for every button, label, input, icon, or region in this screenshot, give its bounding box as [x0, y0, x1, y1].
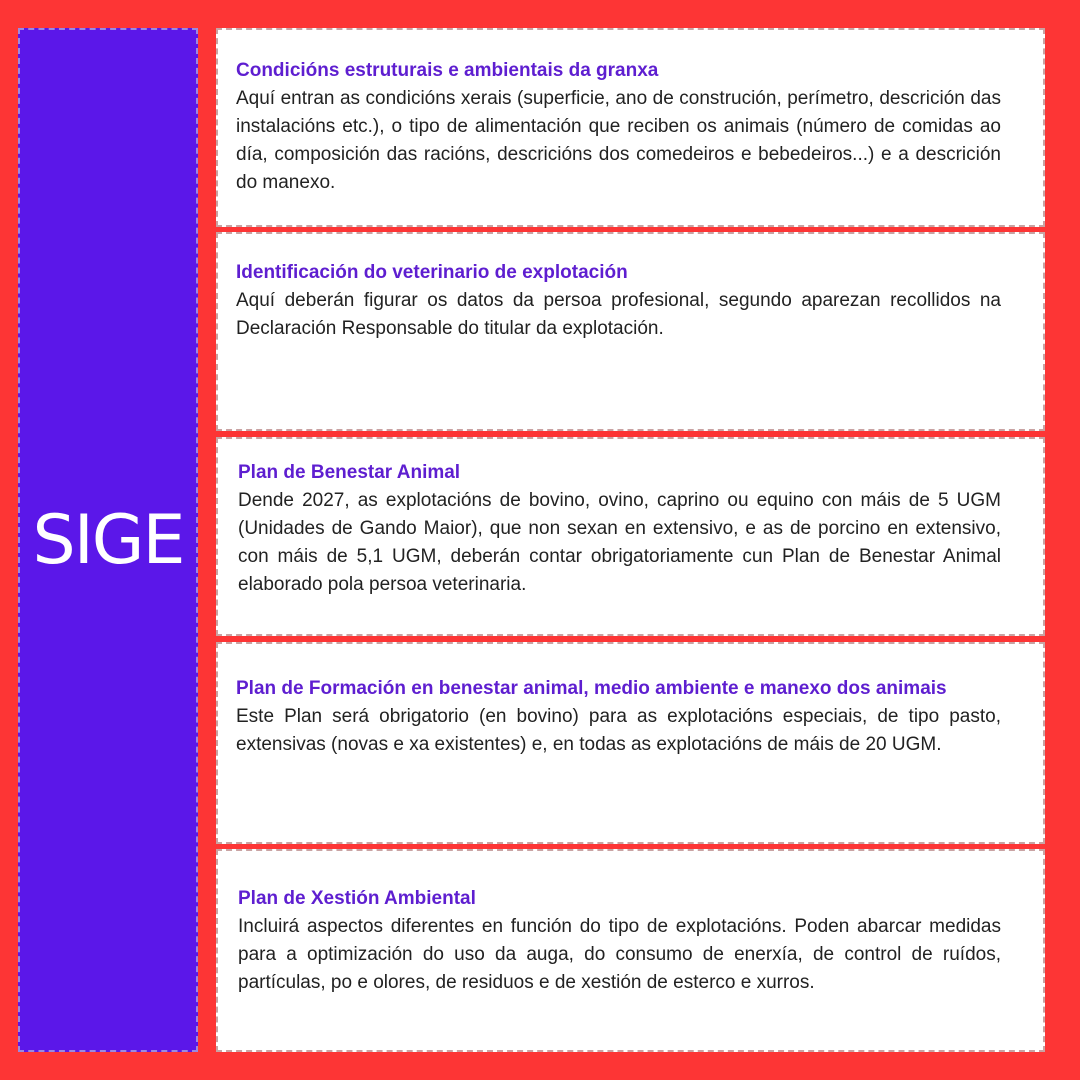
- card-title: Plan de Xestión Ambiental: [238, 888, 476, 909]
- sidebar-panel: [18, 28, 198, 1052]
- card-title: Condicións estruturais e ambientais da granxa: [236, 60, 659, 81]
- card-title: Plan de Benestar Animal: [238, 462, 461, 483]
- info-card-veterinarian: [216, 232, 1045, 431]
- info-card-farm-conditions: [216, 28, 1045, 227]
- info-card-environmental-plan: [216, 849, 1045, 1052]
- card-text: Dende 2027, as explotacións de bovino, ovino, caprino ou equino con máis de 5 UGM (Unidades de Gando Maior), que non sexan en extensivo, e as de porcino en extensivo, con máis de 5,1 UGM, deberán contar obrigatoriamente cun Plan de Benestar Animal elaborado pola persoa veterinaria.: [238, 490, 1001, 595]
- card-text: Incluirá aspectos diferentes en función do tipo de explotacións. Poden abarcar medidas para a optimización do uso da auga, do consumo de enerxía, de control de ruídos, partículas, po e olores, de residuos e de xestión de esterco e xurros.: [238, 916, 1001, 993]
- card-text: Aquí entran as condicións xerais (superficie, ano de construción, perímetro, descrición das instalacións etc.), o tipo de alimentación que reciben os animais (número de comidas ao día, composición das racións, descricións dos comedeiros e bebedeiros...) e a descrición do manexo.: [236, 88, 1001, 193]
- card-text: Este Plan será obrigatorio (en bovino) para as explotacións especiais, de tipo pasto, extensivas (novas e xa existentes) e, en todas as explotacións de máis de 20 UGM.: [236, 706, 1001, 755]
- info-card-animal-welfare-plan: [216, 437, 1045, 636]
- sidebar-title: SIGE: [32, 500, 184, 580]
- card-text: Aquí deberán figurar os datos da persoa profesional, segundo aparezan recollidos na Declaración Responsable do titular da explotación.: [236, 290, 1001, 339]
- card-title: Plan de Formación en benestar animal, medio ambiente e manexo dos animais: [236, 678, 947, 699]
- card-title: Identificación do veterinario de explotación: [236, 262, 628, 283]
- info-card-training-plan: [216, 642, 1045, 844]
